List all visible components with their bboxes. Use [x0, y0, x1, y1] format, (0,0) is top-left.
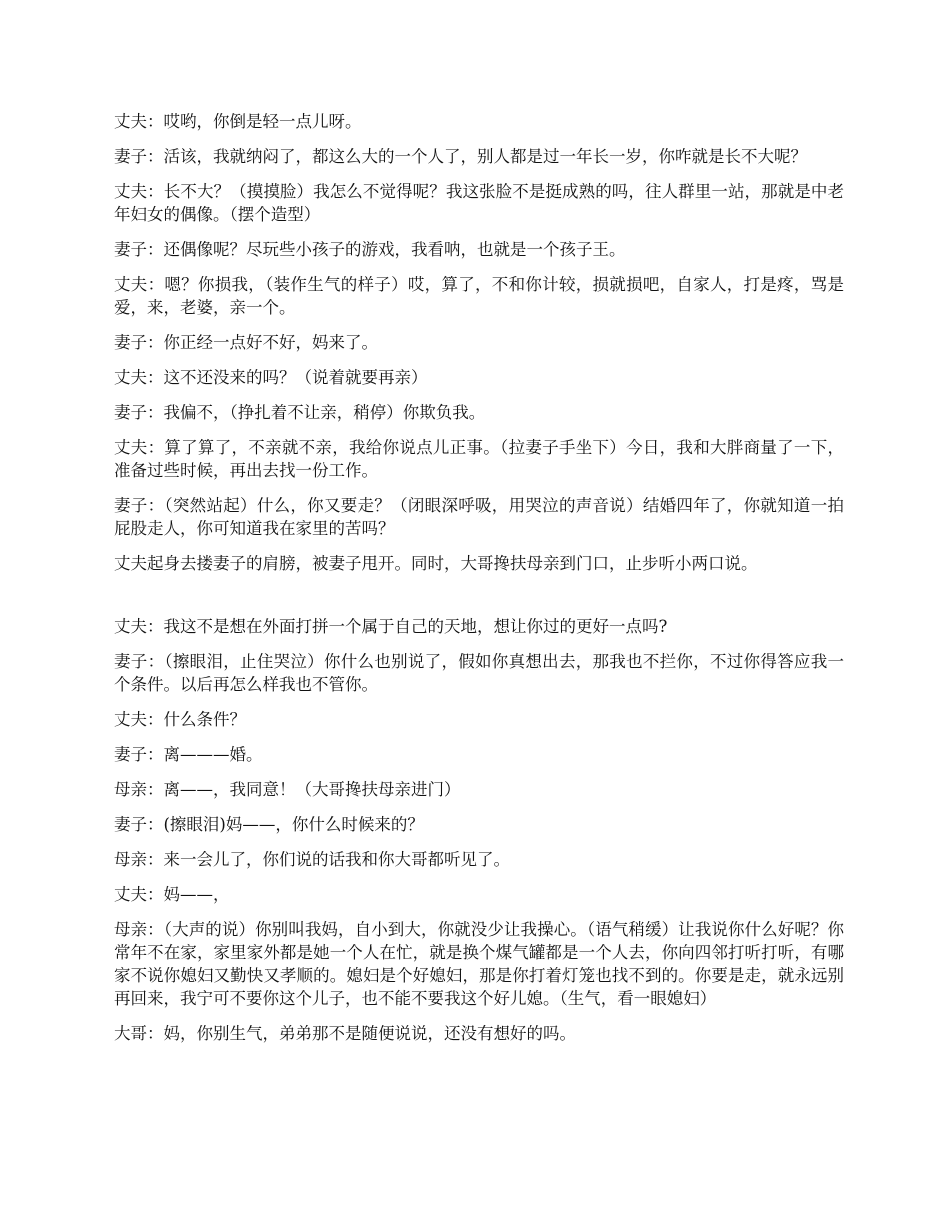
dialogue-line: 妻子：我偏不，（挣扎着不让亲，稍停）你欺负我。 — [114, 403, 486, 422]
dialogue-line: 妻子：还偶像呢？尽玩些小孩子的游戏，我看呐，也就是一个孩子王。 — [114, 240, 626, 259]
dialogue-line: 妻子：（擦眼泪，止住哭泣）你什么也别说了，假如你真想出去，那我也不拦你，不过你得答应我一个条件。以后再怎么样我也不管你。 — [114, 652, 844, 694]
dialogue-line: 母亲：（大声的说）你别叫我妈，自小到大，你就没少让我操心。（语气稍缓）让我说你什么好呢？你常年不在家，家里家外都是她一个人在忙，就是换个煤气罐都是一个人去，你向四邻打听打听，有哪家不说你媳妇又勤快又孝顺的。媳妇是个好媳妇，那是你打着灯笼也找不到的。你要是走，就永远别再回来，我宁可不要你这个儿子，也不能不要我这个好儿媳。（生气，看一眼媳妇） — [114, 920, 844, 1008]
script-text — [114, 110, 844, 1057]
dialogue-line: 丈夫：这不还没来的吗？（说着就要再亲） — [114, 368, 428, 387]
dialogue-line: 母亲：来一会儿了，你们说的话我和你大哥都听见了。 — [114, 850, 510, 869]
dialogue-line: 妻子：活该，我就纳闷了，都这么大的一个人了，别人都是过一年长一岁，你咋就是长不大呢？ — [114, 147, 807, 166]
dialogue-line: 丈夫：哎哟，你倒是轻一点儿呀。 — [114, 112, 362, 131]
section-gap — [114, 587, 844, 615]
dialogue-line: 丈夫：长不大？（摸摸脸）我怎么不觉得呢？我这张脸不是挺成熟的吗，往人群里一站，那就是中老年妇女的偶像。（摆个造型） — [114, 182, 844, 224]
dialogue-line: 丈夫：嗯？你损我，（装作生气的样子）哎，算了，不和你计较，损就损吧，自家人，打是疼，骂是爱，来，老婆，亲一个。 — [114, 275, 844, 317]
dialogue-line: 丈夫：什么条件？ — [114, 710, 246, 729]
dialogue-line: 妻子：你正经一点好不好，妈来了。 — [114, 333, 378, 352]
dialogue-line: 妻子：（突然站起）什么，你又要走？（闭眼深呼吸，用哭泣的声音说）结婚四年了，你就知道一拍屁股走人，你可知道我在家里的苦吗？ — [114, 496, 844, 538]
dialogue-line: 大哥：妈，你别生气，弟弟那不是随便说说，还没有想好的吗。 — [114, 1024, 576, 1043]
dialogue-line: 丈夫：算了算了，不亲就不亲，我给你说点儿正事。（拉妻子手坐下）今日，我和大胖商量了一下，准备过些时候，再出去找一份工作。 — [114, 438, 844, 480]
dialogue-line: 丈夫：我这不是想在外面打拼一个属于自己的天地，想让你过的更好一点吗? — [114, 617, 668, 636]
dialogue-line: 母亲：离——，我同意！（大哥搀扶母亲进门） — [114, 780, 461, 799]
dialogue-line: 妻子：离———婚。 — [114, 745, 263, 764]
stage-direction: 丈夫起身去搂妻子的肩膀，被妻子甩开。同时，大哥搀扶母亲到门口，止步听小两口说。 — [114, 554, 758, 573]
dialogue-line: 妻子：(擦眼泪)妈——，你什么时候来的？ — [114, 815, 424, 834]
dialogue-line: 丈夫：妈——， — [114, 885, 230, 904]
